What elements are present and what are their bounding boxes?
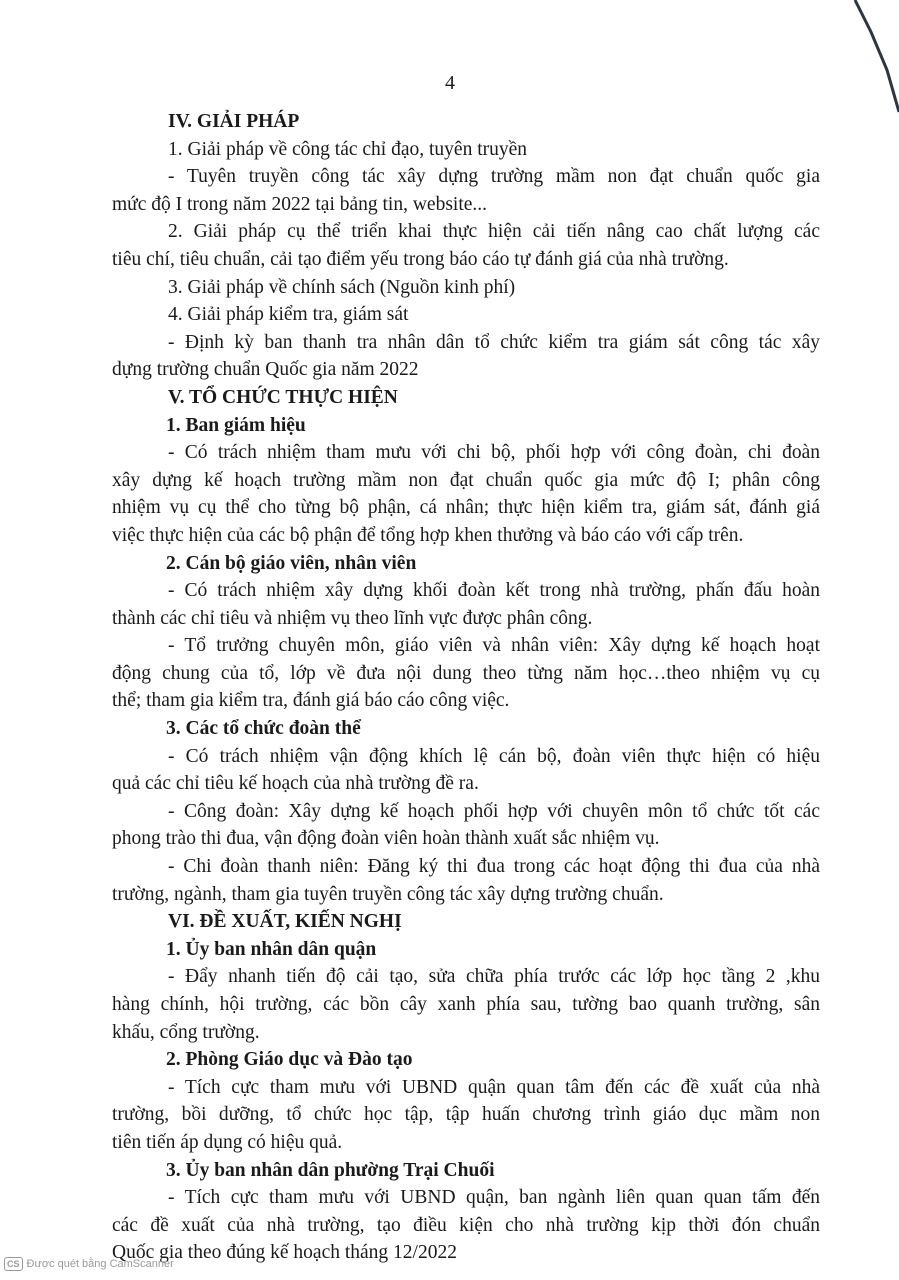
text-line: quả các chỉ tiêu kế hoạch của nhà trường đề ra.	[112, 773, 479, 795]
text-line: - Chi đoàn thanh niên: Đăng ký thi đua trong các hoạt động thi đua của nhà	[168, 856, 820, 878]
text-line: 2. Giải pháp cụ thể triển khai thực hiện cải tiến nâng cao chất lượng các	[168, 221, 820, 243]
text-line: - Đẩy nhanh tiến độ cải tạo, sửa chữa phía trước các lớp học tầng 2 ,khu	[168, 966, 820, 988]
text-line: phong trào thi đua, vận động đoàn viên hoàn thành xuất sắc nhiệm vụ.	[112, 828, 660, 850]
section-heading: IV. GIẢI PHÁP	[168, 111, 300, 132]
text-line: - Tuyên truyền công tác xây dựng trường mầm non đạt chuẩn quốc gia	[168, 166, 820, 188]
section-heading: 3. Các tổ chức đoàn thể	[166, 718, 361, 740]
text-line: việc thực hiện của các bộ phận để tổng hợp khen thưởng và báo cáo với cấp trên.	[112, 524, 744, 546]
text-line: dựng trường chuẩn Quốc gia năm 2022	[112, 359, 419, 381]
text-line: - Có trách nhiệm xây dựng khối đoàn kết trong nhà trường, phấn đấu hoàn	[168, 580, 820, 602]
text-line: mức độ I trong năm 2022 tại bảng tin, website...	[112, 193, 488, 215]
text-line: thể; tham gia kiểm tra, đánh giá báo cáo công việc.	[112, 690, 510, 712]
text-line: động chung của tổ, lớp về đưa nội dung theo từng năm học…theo nhiệm vụ cụ	[112, 662, 820, 684]
text-line: - Tích cực tham mưu với UBND quận quan tâm đến các đề xuất của nhà	[168, 1076, 820, 1098]
text-line: - Công đoàn: Xây dựng kế hoạch phối hợp với chuyên môn tổ chức tốt các	[168, 800, 820, 822]
text-line: - Có trách nhiệm vận động khích lệ cán bộ, đoàn viên thực hiện có hiệu	[168, 745, 820, 767]
text-line: trường, ngành, tham gia tuyên truyền công tác xây dựng trường chuẩn.	[112, 883, 664, 905]
text-line: hàng chính, hội trường, các bồn cây xanh phía sau, tường bao quanh trường, sân	[112, 994, 820, 1015]
text-line: 4. Giải pháp kiểm tra, giám sát	[168, 304, 409, 326]
section-heading: 2. Phòng Giáo dục và Đào tạo	[166, 1049, 413, 1071]
scan-edge-stroke	[819, 0, 899, 130]
section-heading: V. TỔ CHỨC THỰC HIỆN	[168, 386, 398, 408]
text-line: - Tích cực tham mưu với UBND quận, ban ngành liên quan quan tấm đến	[168, 1187, 820, 1209]
text-line: - Tổ trưởng chuyên môn, giáo viên và nhân viên: Xây dựng kế hoạch hoạt	[168, 635, 820, 657]
text-line: 1. Giải pháp về công tác chỉ đạo, tuyên truyền	[168, 138, 528, 160]
section-heading: VI. ĐỀ XUẤT, KIẾN NGHỊ	[168, 911, 402, 933]
section-heading: 2. Cán bộ giáo viên, nhân viên	[166, 552, 417, 574]
text-line: trường, bồi dưỡng, tổ chức học tập, tập huấn chương trình giáo dục mầm non	[112, 1104, 820, 1126]
text-line: tiên tiến áp dụng có hiệu quả.	[112, 1131, 343, 1153]
camscanner-watermark	[4, 1257, 174, 1271]
document-body	[112, 108, 820, 1267]
text-line: 3. Giải pháp về chính sách (Nguồn kinh phí)	[168, 276, 516, 298]
camscanner-text: Được quét bằng CamScanner	[26, 1258, 174, 1270]
text-line: tiêu chí, tiêu chuẩn, cải tạo điểm yếu trong báo cáo tự đánh giá của nhà trường.	[112, 248, 729, 270]
text-line: - Định kỳ ban thanh tra nhân dân tổ chức kiểm tra giám sát công tác xây	[168, 331, 820, 353]
camscanner-logo-icon: CS	[4, 1257, 23, 1271]
page-number: 4	[445, 72, 455, 94]
text-line: thành các chỉ tiêu và nhiệm vụ theo lĩnh vực được phân công.	[112, 607, 593, 629]
text-line: nhiệm vụ cụ thể cho từng bộ phận, cá nhân; thực hiện kiểm tra, giám sát, đánh giá	[112, 497, 820, 519]
section-heading: 1. Ban giám hiệu	[166, 414, 306, 436]
text-line: Quốc gia theo đúng kế hoạch tháng 12/2022	[112, 1242, 457, 1264]
text-line: - Có trách nhiệm tham mưu với chi bộ, phối hợp với công đoàn, chi đoàn	[168, 442, 820, 464]
text-line: các đề xuất của nhà trường, tạo điều kiện cho nhà trường kịp thời đón chuẩn	[112, 1214, 820, 1236]
text-line: xây dựng kế hoạch trường mầm non đạt chuẩn quốc gia mức độ I; phân công	[112, 469, 820, 491]
text-line: khấu, cổng trường.	[112, 1021, 260, 1043]
section-heading: 1. Ủy ban nhân dân quận	[166, 938, 377, 960]
section-heading: 3. Ủy ban nhân dân phường Trại Chuối	[166, 1159, 495, 1181]
